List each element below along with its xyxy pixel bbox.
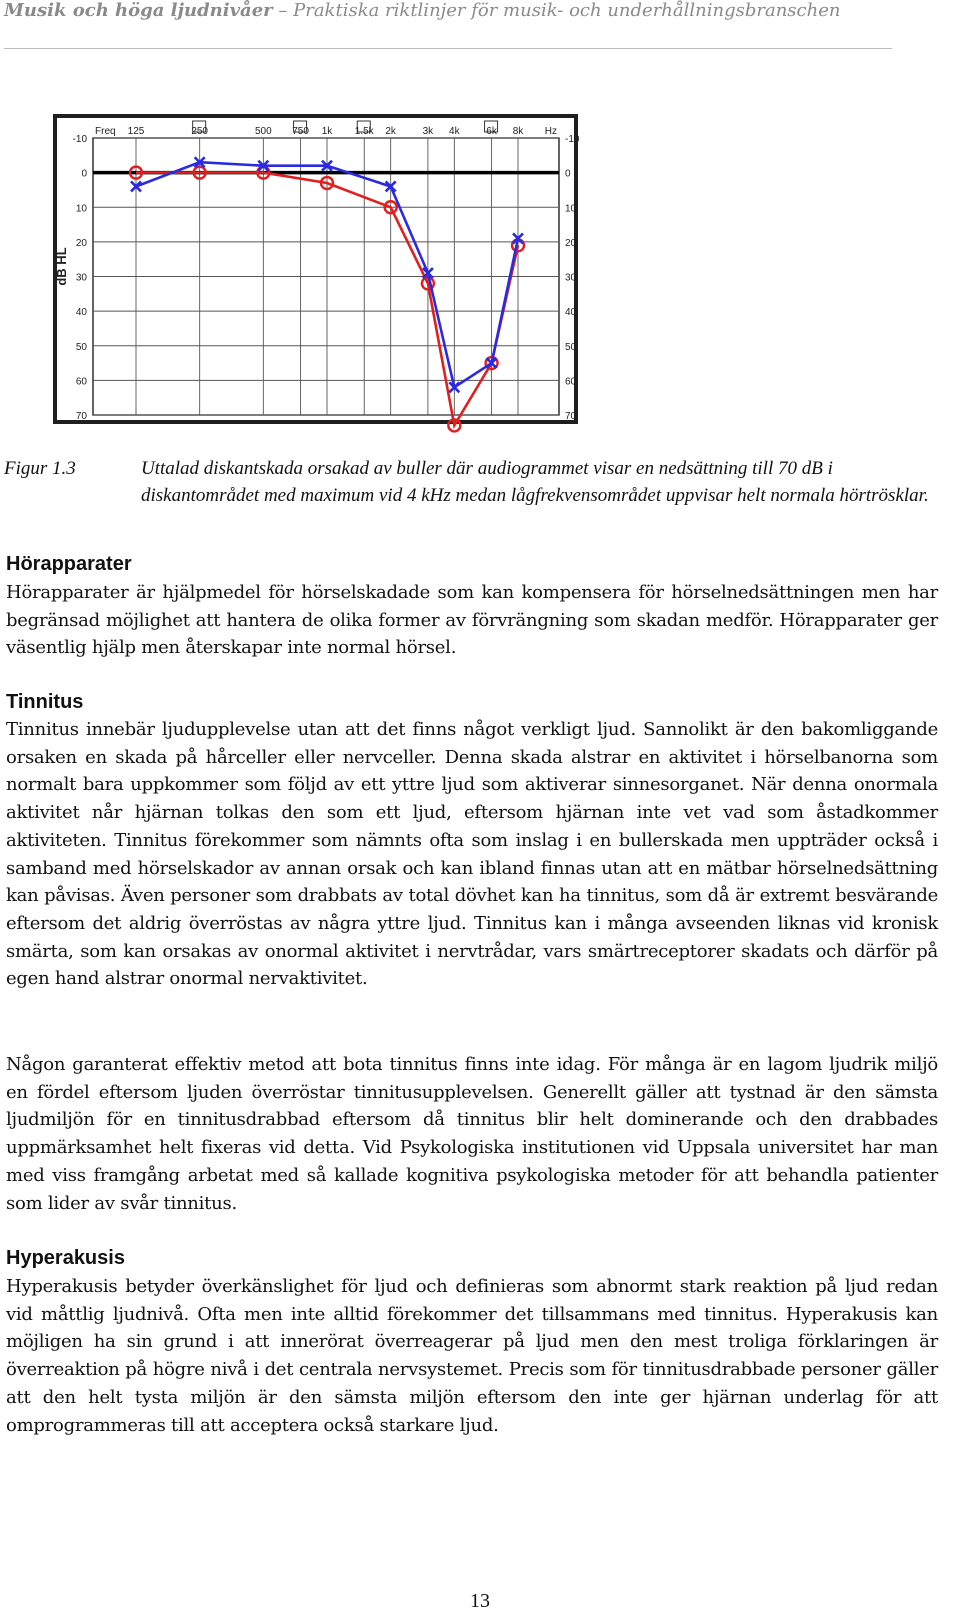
- y-tick-label-left: 50: [75, 341, 87, 353]
- audiogram-figure: [18, 110, 598, 440]
- y-tick-label-right: -10: [565, 134, 580, 145]
- header-subtitle: Praktiska riktlinjer för musik- och underhållningsbranschen: [293, 0, 841, 21]
- x-tick-label: 2k: [385, 126, 396, 137]
- y-tick-label-left: 20: [75, 237, 87, 249]
- x-tick-label: 3k: [422, 126, 434, 137]
- section-heading-tinnitus: Tinnitus: [6, 691, 84, 713]
- y-tick-label-right: 30: [565, 272, 577, 284]
- x-tick-label: 750: [292, 126, 309, 137]
- header-separator: –: [272, 0, 294, 21]
- y-tick-label-left: 30: [75, 272, 87, 284]
- header-title: Musik och höga ljudnivåer: [4, 0, 273, 21]
- figure-caption-text: Uttalad diskantskada orsakad av buller där audiogrammet visar en nedsättning till 70 dB i diskantområdet med maximum vid 4 kHz medan lågfrekvensområdet uppvisar helt normala hörtrösklar.: [141, 458, 929, 506]
- y-tick-label-left: 70: [75, 411, 87, 422]
- x-tick-label: 1.5k: [354, 126, 374, 137]
- y-tick-label-right: 0: [565, 168, 571, 180]
- audiogram-chart: [18, 110, 598, 440]
- y-tick-label-right: 20: [565, 237, 577, 249]
- section-heading-horapparater: Hörapparater: [6, 553, 132, 575]
- x-axis-unit: Hz: [544, 126, 557, 137]
- header-divider: [4, 48, 892, 49]
- paragraph-tinnitus-1: Tinnitus innebär ljudupplevelse utan att det finns något verkligt ljud. Sannolikt är den bakomliggande orsaken en skada på hårceller eller nervceller. Denna skada alstrar en aktivitet i hörselbanorna som normalt bara uppkommer som följd av ett yttre ljud som aktiverar sinnesorganet. När denna onormala aktivitet når hjärnan tolkas den som ett ljud, eftersom hjärnan inte vet vad som åstadkommer aktiviteten. Tinnitus förekommer som nämnts ofta som inslag i en bullerskada men uppträder också i samband med hörselskador av annan orsak och kan ibland finnas utan att en mätbar hörselnedsättning kan påvisas. Även personer som drabbats av total dövhet kan ha tinnitus, som då är extremt besvärande eftersom det aldrig överröstas av några yttre ljud. Tinnitus kan i många avseenden liknas vid kronisk smärta, som kan orsakas av onormal aktivitet i nervtrådar, vars smärtreceptorer skadats och därför på egen hand alstrar onormal nervaktivitet.: [6, 719, 938, 990]
- x-tick-label: 1k: [321, 126, 333, 137]
- y-tick-label-left: -10: [72, 134, 87, 145]
- x-tick-label: 125: [127, 126, 145, 137]
- y-axis-label: dB HL: [54, 247, 69, 286]
- y-tick-label-left: 60: [75, 376, 87, 388]
- x-tick-label: 4k: [449, 126, 460, 137]
- paragraph-tinnitus-2: Någon garanterat effektiv metod att bota tinnitus finns inte idag. För många är en lagom ljudrik miljö en fördel eftersom ljuden överröstar tinnitusupplevelsen. Generellt gäller att tystnad är den sämsta ljudmiljön för en tinnitusdrabbad eftersom då tinnitus blir helt dominerande och den drabbades uppmärksamhet helt fixeras vid detta. Vid Psykologiska institutionen vid Uppsala universitet har man med viss framgång arbetat med så kallade kognitiva psykologiska metoder för att behandla patienter som lider av svår tinnitus.: [6, 1054, 938, 1214]
- y-tick-label-right: 10: [565, 203, 577, 215]
- chart-canvas: [57, 118, 574, 420]
- paragraph-horapparater: Hörapparater är hjälpmedel för hörselskadade som kan kompensera för hörselnedsättningen men har begränsad möjlighet att hantera de olika former av förvrängning som skadan medför. Hörapparater ger väsentlig hjälp men återskapar inte normal hörsel.: [6, 582, 938, 659]
- page-number: 13: [470, 1590, 490, 1612]
- running-header: [4, 0, 904, 22]
- figure-label: Figur 1.3: [4, 458, 76, 479]
- y-tick-label-right: 60: [565, 376, 577, 388]
- y-tick-label-left: 0: [81, 168, 87, 180]
- y-tick-label-right: 50: [565, 341, 577, 353]
- x-tick-label: 8k: [512, 126, 524, 137]
- paragraph-hyperakusis: Hyperakusis betyder överkänslighet för ljud och definieras som abnormt stark reaktion på ljud redan vid måttlig ljudnivå. Ofta men inte alltid förekommer det tillsammans med tinnitus. Hyperakusis kan möjligen ha sin grund i att innerörat överreagerar på ljud men den mest troliga förklaringen är överreaktion på högre nivå i det centrala nervsystemet. Precis som för tinnitusdrabbade personer gäller att den helt tysta miljön är den sämsta miljön eftersom den inte ger hjärnan underlag för att omprogrammeras till att acceptera också starkare ljud.: [6, 1276, 938, 1436]
- x-tick-label: 500: [254, 126, 272, 137]
- x-axis-label: Freq: [95, 126, 116, 137]
- x-tick-label: 250: [191, 126, 209, 137]
- y-tick-label-left: 40: [75, 307, 87, 319]
- section-heading-hyperakusis: Hyperakusis: [6, 1247, 125, 1269]
- y-tick-label-left: 10: [75, 203, 87, 215]
- y-tick-label-right: 70: [565, 411, 577, 422]
- y-tick-label-right: 40: [565, 307, 577, 319]
- x-tick-label: 6k: [486, 126, 497, 137]
